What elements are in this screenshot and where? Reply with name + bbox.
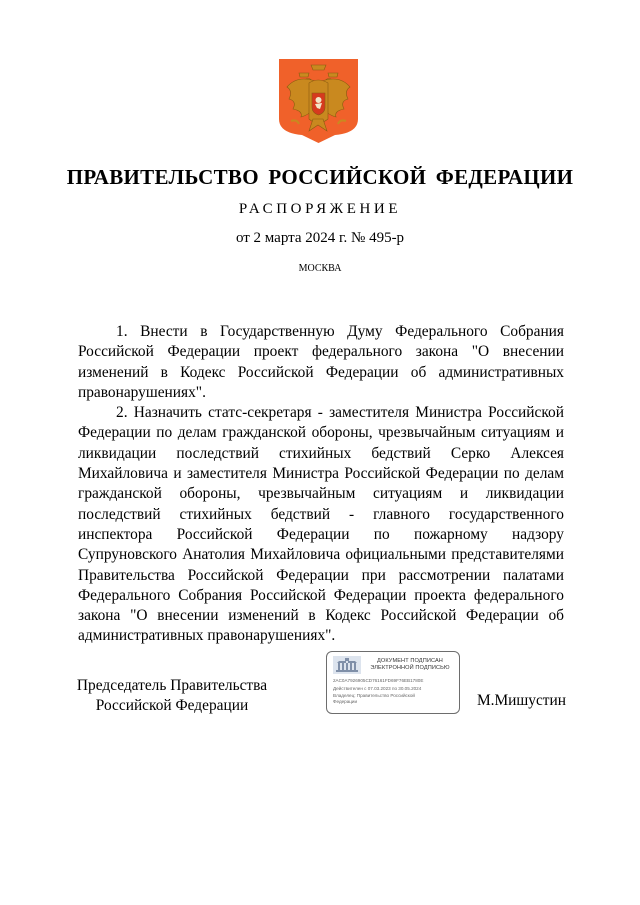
stamp-title-line-2: ЭЛЕКТРОННОЙ ПОДПИСЬЮ: [370, 665, 450, 671]
paragraph-1: 1. Внести в Государственную Думу Федерального Собрания Российской Федерации проект федерального закона "О внесении изменений в Кодекс Российской Федерации об административных правонарушениях".: [78, 323, 564, 401]
russian-coat-of-arms-icon: [275, 57, 362, 144]
stamp-title-line-1: ДОКУМЕНТ ПОДПИСАН: [377, 658, 443, 664]
stamp-title: [363, 658, 457, 672]
electronic-signature-stamp: [326, 651, 460, 714]
signatory-position-line-1: Председатель Правительства: [76, 677, 268, 694]
signatory-position-line-2: Российской Федерации: [95, 697, 249, 715]
government-building-icon: [333, 656, 361, 674]
document-city: МОСКВА: [298, 263, 342, 274]
document-body: [78, 322, 564, 647]
signatory-position: [62, 676, 282, 717]
government-title: ПРАВИТЕЛЬСТВО РОССИЙСКОЙ ФЕДЕРАЦИИ: [66, 165, 574, 189]
stamp-certificate-serial: 2AC0A7926905CD76161FD69F76EB1780E: [333, 678, 424, 683]
signatory-name: М.Мишустин: [476, 692, 566, 709]
stamp-owner-line-2: Федерации: [333, 699, 358, 704]
stamp-validity: Действителен с 07.03.2023 по 30.05.2024: [333, 686, 422, 691]
stamp-owner-line-1: Владелец: Правительство Российской: [333, 693, 415, 698]
document-type: РАСПОРЯЖЕНИЕ: [238, 201, 402, 217]
paragraph-2: 2. Назначить статс-секретаря - заместителя Министра Российской Федерации по делам гражданской обороны, чрезвычайным ситуациям и ликвидации последствий стихийных бедствий Серко Алексея Михайловича и заместителя Министра Российской Федерации по делам гражданской обороны, чрезвычайным ситуациям и ликвидации последствий стихийных бедствий - главного государственного инспектора Российской Федерации по пожарному надзору Супруновского Анатолия Михайловича официальными представителями Правительства Российской Федерации при рассмотрении палатами Федерального Собрания Российской Федерации проекта федерального закона "О внесении изменений в Кодекс Российской Федерации об административных правонарушениях".: [78, 404, 564, 645]
document-date-number: от 2 марта 2024 г. № 495-р: [235, 230, 405, 246]
